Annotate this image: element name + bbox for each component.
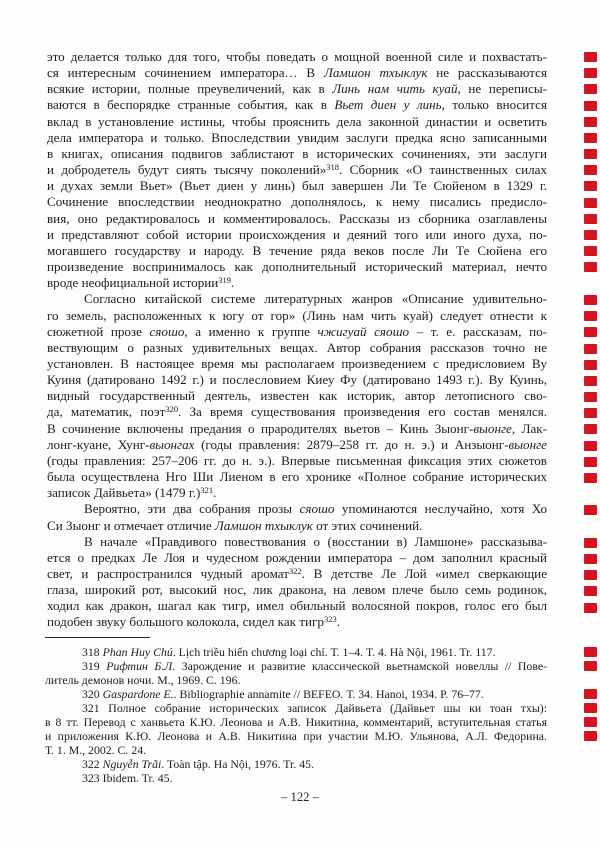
text-run: (годы правления: 2879–258 гг. до н. э.) и Анзыонг-: [194, 436, 509, 452]
text-run: Зарождение и развитие классической вьетнамской новеллы // Пове-: [175, 659, 547, 673]
page-number: – 122 –: [281, 790, 319, 804]
footnote-ref: 318: [326, 162, 340, 173]
text-line: [47, 146, 547, 162]
margin-mark: [584, 311, 597, 321]
text-line: [47, 388, 547, 404]
footnote-line: [45, 729, 547, 743]
text-run: литель демонов ночи. М., 1969. С. 196.: [45, 673, 241, 687]
text-run: 323 Ibidem. Tr. 45.: [82, 771, 173, 785]
text-run: , не переписы-: [457, 81, 547, 97]
italic-text: выонгах: [149, 436, 195, 452]
text-run: ходил как дракон, шагал как тигр, имел обильный волосяной покров, голос его был: [47, 598, 547, 614]
margin-mark: [584, 327, 597, 337]
text-run: .: [231, 275, 235, 291]
text-run: . Bibliographie annamite // BEFEO. Т. 34. Hanoi, 1934. P. 76–77.: [173, 687, 484, 701]
margin-mark: [584, 68, 597, 78]
text-run: лонг-куане, Хунг-: [47, 436, 150, 452]
margin-mark: [584, 554, 597, 564]
italic-text: сяошо: [299, 501, 335, 517]
margin-mark: [584, 457, 597, 467]
text-run: произведение воспринималось как дополнительный исторический материал, нечто: [47, 259, 547, 275]
footnote-line: [45, 645, 547, 659]
text-run: в книгах, описания подвигов заблистают в исторических сочинениях, эти заслуги: [47, 145, 547, 161]
text-run: Куиня (датировано 1492 г.) и послесловием Киеу Фу (датировано 1493 г.). Ву Куинь,: [47, 372, 547, 388]
text-line: [47, 340, 547, 356]
text-run: . Сборник «О таинственных силах: [339, 162, 547, 178]
footnote-line: [45, 659, 547, 673]
text-run: не рассказываются: [427, 65, 547, 81]
footnote-ref: 321: [200, 485, 214, 496]
text-run: вроде неофициальной истории: [47, 275, 219, 291]
footnote-ref: 323: [323, 614, 337, 625]
text-line: [47, 614, 547, 630]
text-line: [47, 485, 547, 501]
text-run: 319: [82, 659, 107, 673]
text-line: [47, 469, 547, 485]
margin-mark: [584, 230, 597, 240]
margin-mark: [584, 133, 597, 143]
text-run: записок Дайвьета» (1479 г.): [47, 485, 201, 501]
italic-text: Вьет диен у линь: [334, 97, 442, 113]
text-line: [47, 566, 547, 582]
text-run: Согласно китайской системе литературных жанров «Описание удивительно-: [84, 291, 547, 307]
text-line: [47, 65, 547, 81]
text-run: – т. е. рассказам, по-: [409, 323, 547, 339]
text-run: от этих сочинений.: [312, 517, 423, 533]
text-run: и приложения К.Ю. Леонова и А.В. Никитина при участии М.Ю. Ульянова, А.Л. Федорина.: [45, 729, 547, 743]
text-run: Си Зыонг и отмечает отличие: [47, 517, 215, 533]
text-run: видный государственный деятель, известен как историк, автор летописного сво-: [47, 388, 547, 404]
text-run: , только вносится: [441, 97, 547, 113]
text-run: ся интересным сочинением императора… В: [47, 65, 324, 81]
text-line: [47, 194, 547, 210]
text-run: Вероятно, эти два собрания прозы: [84, 501, 300, 517]
margin-mark: [584, 441, 597, 451]
body-text: [47, 49, 547, 631]
text-line: [47, 259, 547, 275]
margin-mark: [584, 117, 597, 127]
text-run: В сочинение включены предания о прародителях вьетов – Кинь Зыонг-: [47, 420, 474, 436]
margin-mark: [584, 392, 597, 402]
margin-mark: [584, 703, 597, 713]
margin-mark: [584, 376, 597, 386]
text-line: [47, 518, 547, 534]
text-run: да, математик, поэт: [47, 404, 166, 420]
text-run: . Toàn tập. Ha Nội, 1976. Tr. 45.: [161, 757, 314, 771]
text-run: установлен. В настоящее время мы располагаем произведением с предисловием Ву: [47, 355, 547, 371]
footnote-ref: 320: [165, 404, 179, 415]
text-line: [47, 324, 547, 340]
text-run: вклад в установление истины, чтобы прояснить дела законной династии и осветить: [47, 113, 547, 129]
text-run: это делается только для того, чтобы поведать о мощной военной силе и похвастать-: [47, 49, 547, 64]
text-run: вествующим о разных удивительных вещах. Автор собрания рассказов точно не: [47, 339, 547, 355]
text-run: . В детстве Ле Лой «имел сверкающие: [301, 566, 548, 581]
text-run: го земель, расположенных к югу от гор» (Линь нам чить куай) следует отнести к: [47, 307, 547, 323]
margin-mark: [584, 473, 597, 483]
text-run: и представляют собой истории происхождения и деяний того или иного духа, по-: [47, 226, 547, 242]
text-run: ется о предках Ле Лоя и чудесном рождении императора – дом заполнил красный: [47, 549, 547, 565]
text-line: [47, 550, 547, 566]
text-run: В начале «Правдивого повествования о (восстании в) Ламшоне» рассказыва-: [84, 533, 547, 549]
italic-text: Ламшон тхыклук: [323, 65, 428, 81]
text-line: [47, 227, 547, 243]
text-run: , Лак-: [511, 420, 547, 436]
text-run: подобен звуку большого колокола, сидел как тигр: [47, 614, 324, 630]
margin-mark: [584, 295, 597, 305]
margin-mark: [584, 408, 597, 418]
text-line: [47, 372, 547, 388]
footnote-line: [45, 757, 547, 771]
footnote-ref: 319: [218, 275, 232, 286]
margin-mark: [584, 262, 597, 272]
margin-mark: [584, 198, 597, 208]
text-run: Т. 1. М., 2002. С. 24.: [45, 743, 147, 757]
text-line: [47, 275, 547, 291]
text-line: [47, 130, 547, 146]
text-line: [47, 178, 547, 194]
margin-mark: [584, 731, 597, 741]
footnote-line: [45, 687, 547, 701]
margin-mark: [584, 505, 597, 515]
margin-mark: [584, 603, 597, 613]
margin-mark: [584, 689, 597, 699]
text-line: [47, 211, 547, 227]
text-run: 322: [82, 757, 103, 771]
margin-mark: [584, 570, 597, 580]
text-line: [47, 534, 547, 550]
footnote-ref: 322: [289, 566, 302, 576]
italic-text: Ламшон тхыклук: [214, 517, 313, 533]
italic-text: выонге: [473, 420, 512, 436]
margin-mark: [584, 101, 597, 111]
text-run: . За время существования произведения его состав менялся.: [178, 404, 547, 420]
text-run: сюжетной прозе: [47, 323, 150, 339]
text-run: всякие истории, полные преувеличений, как в: [47, 81, 333, 97]
text-run: . Lịch triều hiến chương loại chí. Т. 1–4. Т. 4. Hà Nội, 1961. Tr. 117.: [172, 645, 496, 659]
text-line: [47, 404, 547, 420]
margin-mark: [584, 246, 597, 256]
text-run: могавшего государству и народу. В течение ряда веков после Ли Те Сюйена его: [47, 242, 547, 258]
text-run: и духах земли Вьет» (Вьет диен у линь) был завершен Ли Те Сюйеном в 1329 г.: [47, 178, 547, 194]
italic-text: Phan Huy Chú: [102, 645, 173, 659]
margin-mark: [584, 52, 597, 62]
margin-mark: [584, 424, 597, 434]
footnote-line: [45, 771, 547, 785]
text-line: [47, 582, 547, 598]
margin-mark: [584, 661, 597, 671]
text-run: (годы правления: 257–206 гг. до н. э.). Впервые письменная фиксация этих сюжетов: [47, 452, 547, 468]
text-line: [47, 162, 547, 178]
margin-mark: [584, 538, 597, 548]
text-run: дела императора и только. Впоследствии увидим заслуги предка ясно записанными: [47, 129, 547, 145]
margin-mark: [584, 181, 597, 191]
text-run: глаза, широкий рот, высокий нос, лик дракона, на левом плече было семь родинок,: [47, 582, 547, 598]
text-run: 320: [82, 687, 103, 701]
text-run: Сочинение впоследствии неоднократно дополнялось, к нему писались предисло-: [47, 194, 547, 210]
margin-mark: [584, 84, 597, 94]
italic-text: Nguyễn Trãi: [102, 757, 162, 771]
text-line: [47, 243, 547, 259]
text-line: [47, 437, 547, 453]
italic-text: сяошо: [149, 323, 185, 339]
margin-mark: [584, 717, 597, 727]
text-run: , а именно к группе: [184, 323, 318, 339]
text-line: [47, 97, 547, 113]
text-run: свет, и распространился чудный аромат: [47, 566, 290, 581]
italic-text: Линь нам чить куай: [332, 81, 458, 97]
text-run: и добродетель будут сиять тысячу поколений»: [47, 162, 327, 178]
text-line: [47, 598, 547, 614]
text-run: ваются в беспорядке странные события, как в: [47, 97, 335, 113]
footnotes-block: [45, 645, 547, 785]
text-line: [47, 453, 547, 469]
text-run: 318: [82, 645, 103, 659]
footnote-line: [45, 701, 547, 715]
text-run: в 8 тт. Перевод с ханвьета К.Ю. Леонова и А.В. Никитина, комментарий, вступительная статья: [45, 715, 547, 729]
text-run: .: [336, 614, 340, 630]
text-run: 321 Полное собрание исторических записок Дайвьета (Дайвьет шы ки тоан тхы):: [82, 701, 547, 715]
text-line: [47, 501, 547, 517]
italic-text: чжигуай сяошо: [317, 323, 409, 339]
footnote-line: [45, 673, 547, 687]
italic-text: Рифтин Б.Л.: [106, 659, 176, 673]
margin-mark: [584, 214, 597, 224]
text-line: [47, 81, 547, 97]
margin-mark: [584, 165, 597, 175]
margin-mark: [584, 360, 597, 370]
text-line: [47, 49, 547, 65]
text-line: [47, 421, 547, 437]
footnote-line: [45, 715, 547, 729]
text-line: [47, 308, 547, 324]
margin-mark: [584, 647, 597, 657]
italic-text: выонге: [508, 436, 547, 452]
text-run: вия, оно редактировалось и комментировалось. Рассказы из сборника озаглавлены: [47, 210, 547, 226]
text-run: упоминаются неслучайно, хотя Хо: [334, 501, 547, 517]
text-line: [47, 114, 547, 130]
footnote-line: [45, 743, 547, 757]
margin-mark: [584, 586, 597, 596]
text-run: была осуществлена Нго Ши Лиеном в его хронике «Полное собрание исторических: [47, 469, 547, 485]
text-run: .: [213, 485, 217, 501]
text-line: [47, 356, 547, 372]
margin-mark: [584, 344, 597, 354]
italic-text: Gaspardone E.: [102, 687, 174, 701]
margin-mark: [584, 149, 597, 159]
text-line: [47, 291, 547, 307]
footnote-separator: [45, 637, 150, 638]
